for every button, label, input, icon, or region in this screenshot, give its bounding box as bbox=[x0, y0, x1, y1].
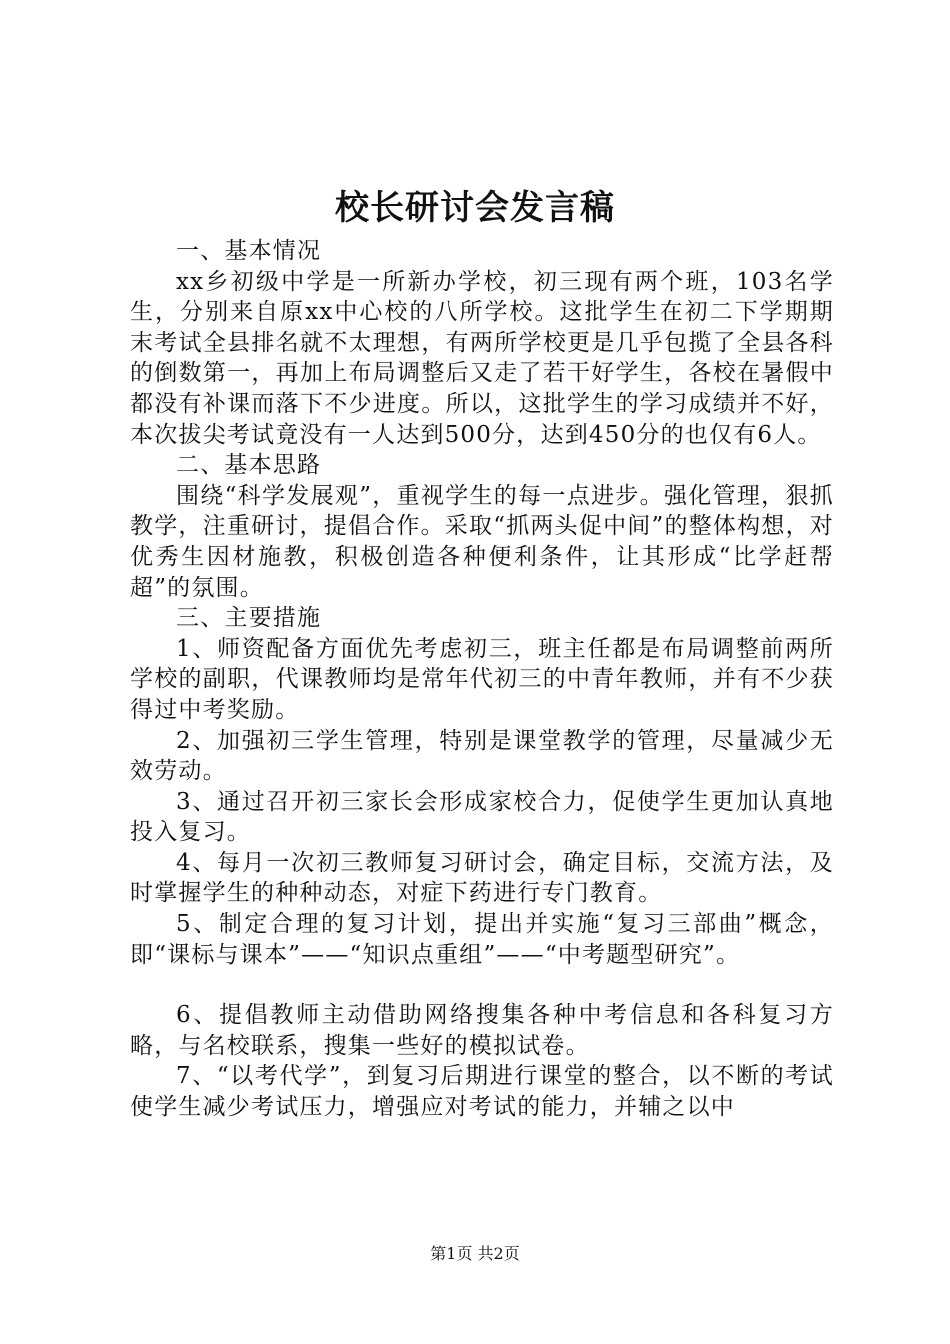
measure-item-2: 2、加强初三学生管理，特别是课堂教学的管理，尽量减少无效劳动。 bbox=[130, 727, 834, 785]
measure-item-5: 5、制定合理的复习计划，提出并实施“复习三部曲”概念，即“课标与课本”——“知识点重组”——“中考题型研究”。 bbox=[130, 911, 834, 968]
paragraph-basic-approach: 围绕“科学发展观”，重视学生的每一点进步。强化管理，狠抓教学，注重研讨，提倡合作。采取“抓两头促中间”的整体构想，对优秀生因材施教，积极创造各种便利条件，让其形成“比学赶帮超”的氛围。 bbox=[130, 482, 834, 601]
section-heading-basic-situation: 一、基本情况 bbox=[176, 238, 322, 264]
document-body bbox=[130, 236, 834, 1123]
document-title: 校长研讨会发言稿 bbox=[335, 188, 615, 228]
measure-item-4: 4、每月一次初三教师复习研讨会，确定目标，交流方法，及时掌握学生的种种动态，对症下药进行专门教育。 bbox=[130, 849, 834, 907]
page-footer: 第1页 共2页 bbox=[430, 1244, 520, 1263]
section-heading-basic-approach: 二、基本思路 bbox=[176, 452, 322, 479]
measure-item-1: 1、师资配备方面优先考虑初三，班主任都是布局调整前两所学校的副职，代课教师均是常年代初三的中青年教师，并有不少获得过中考奖励。 bbox=[130, 635, 834, 723]
measure-item-6: 6、提倡教师主动借助网络搜集各种中考信息和各科复习方略，与名校联系，搜集一些好的模拟试卷。 bbox=[130, 1002, 834, 1059]
section-heading-main-measures: 三、主要措施 bbox=[176, 605, 322, 632]
paragraph-basic-situation: xx乡初级中学是一所新办学校，初三现有两个班，103名学生，分别来自原xx中心校的八所学校。这批学生在初二下学期期末考试全县排名就不太理想，有两所学校更是几乎包揽了全县各科的倒数第一，再加上布局调整后又走了若干好学生，各校在暑假中都没有补课而落下不少进度。所以，这批学生的学习成绩并不好，本次拔尖考试竟没有一人达到500分，达到450分的也仅有6人。 bbox=[130, 268, 834, 448]
measure-item-7: 7、“以考代学”，到复习后期进行课堂的整合，以不断的考试使学生减少考试压力，增强应对考试的能力，并辅之以中 bbox=[130, 1063, 834, 1121]
measure-item-3: 3、通过召开初三家长会形成家校合力，促使学生更加认真地投入复习。 bbox=[130, 788, 834, 846]
